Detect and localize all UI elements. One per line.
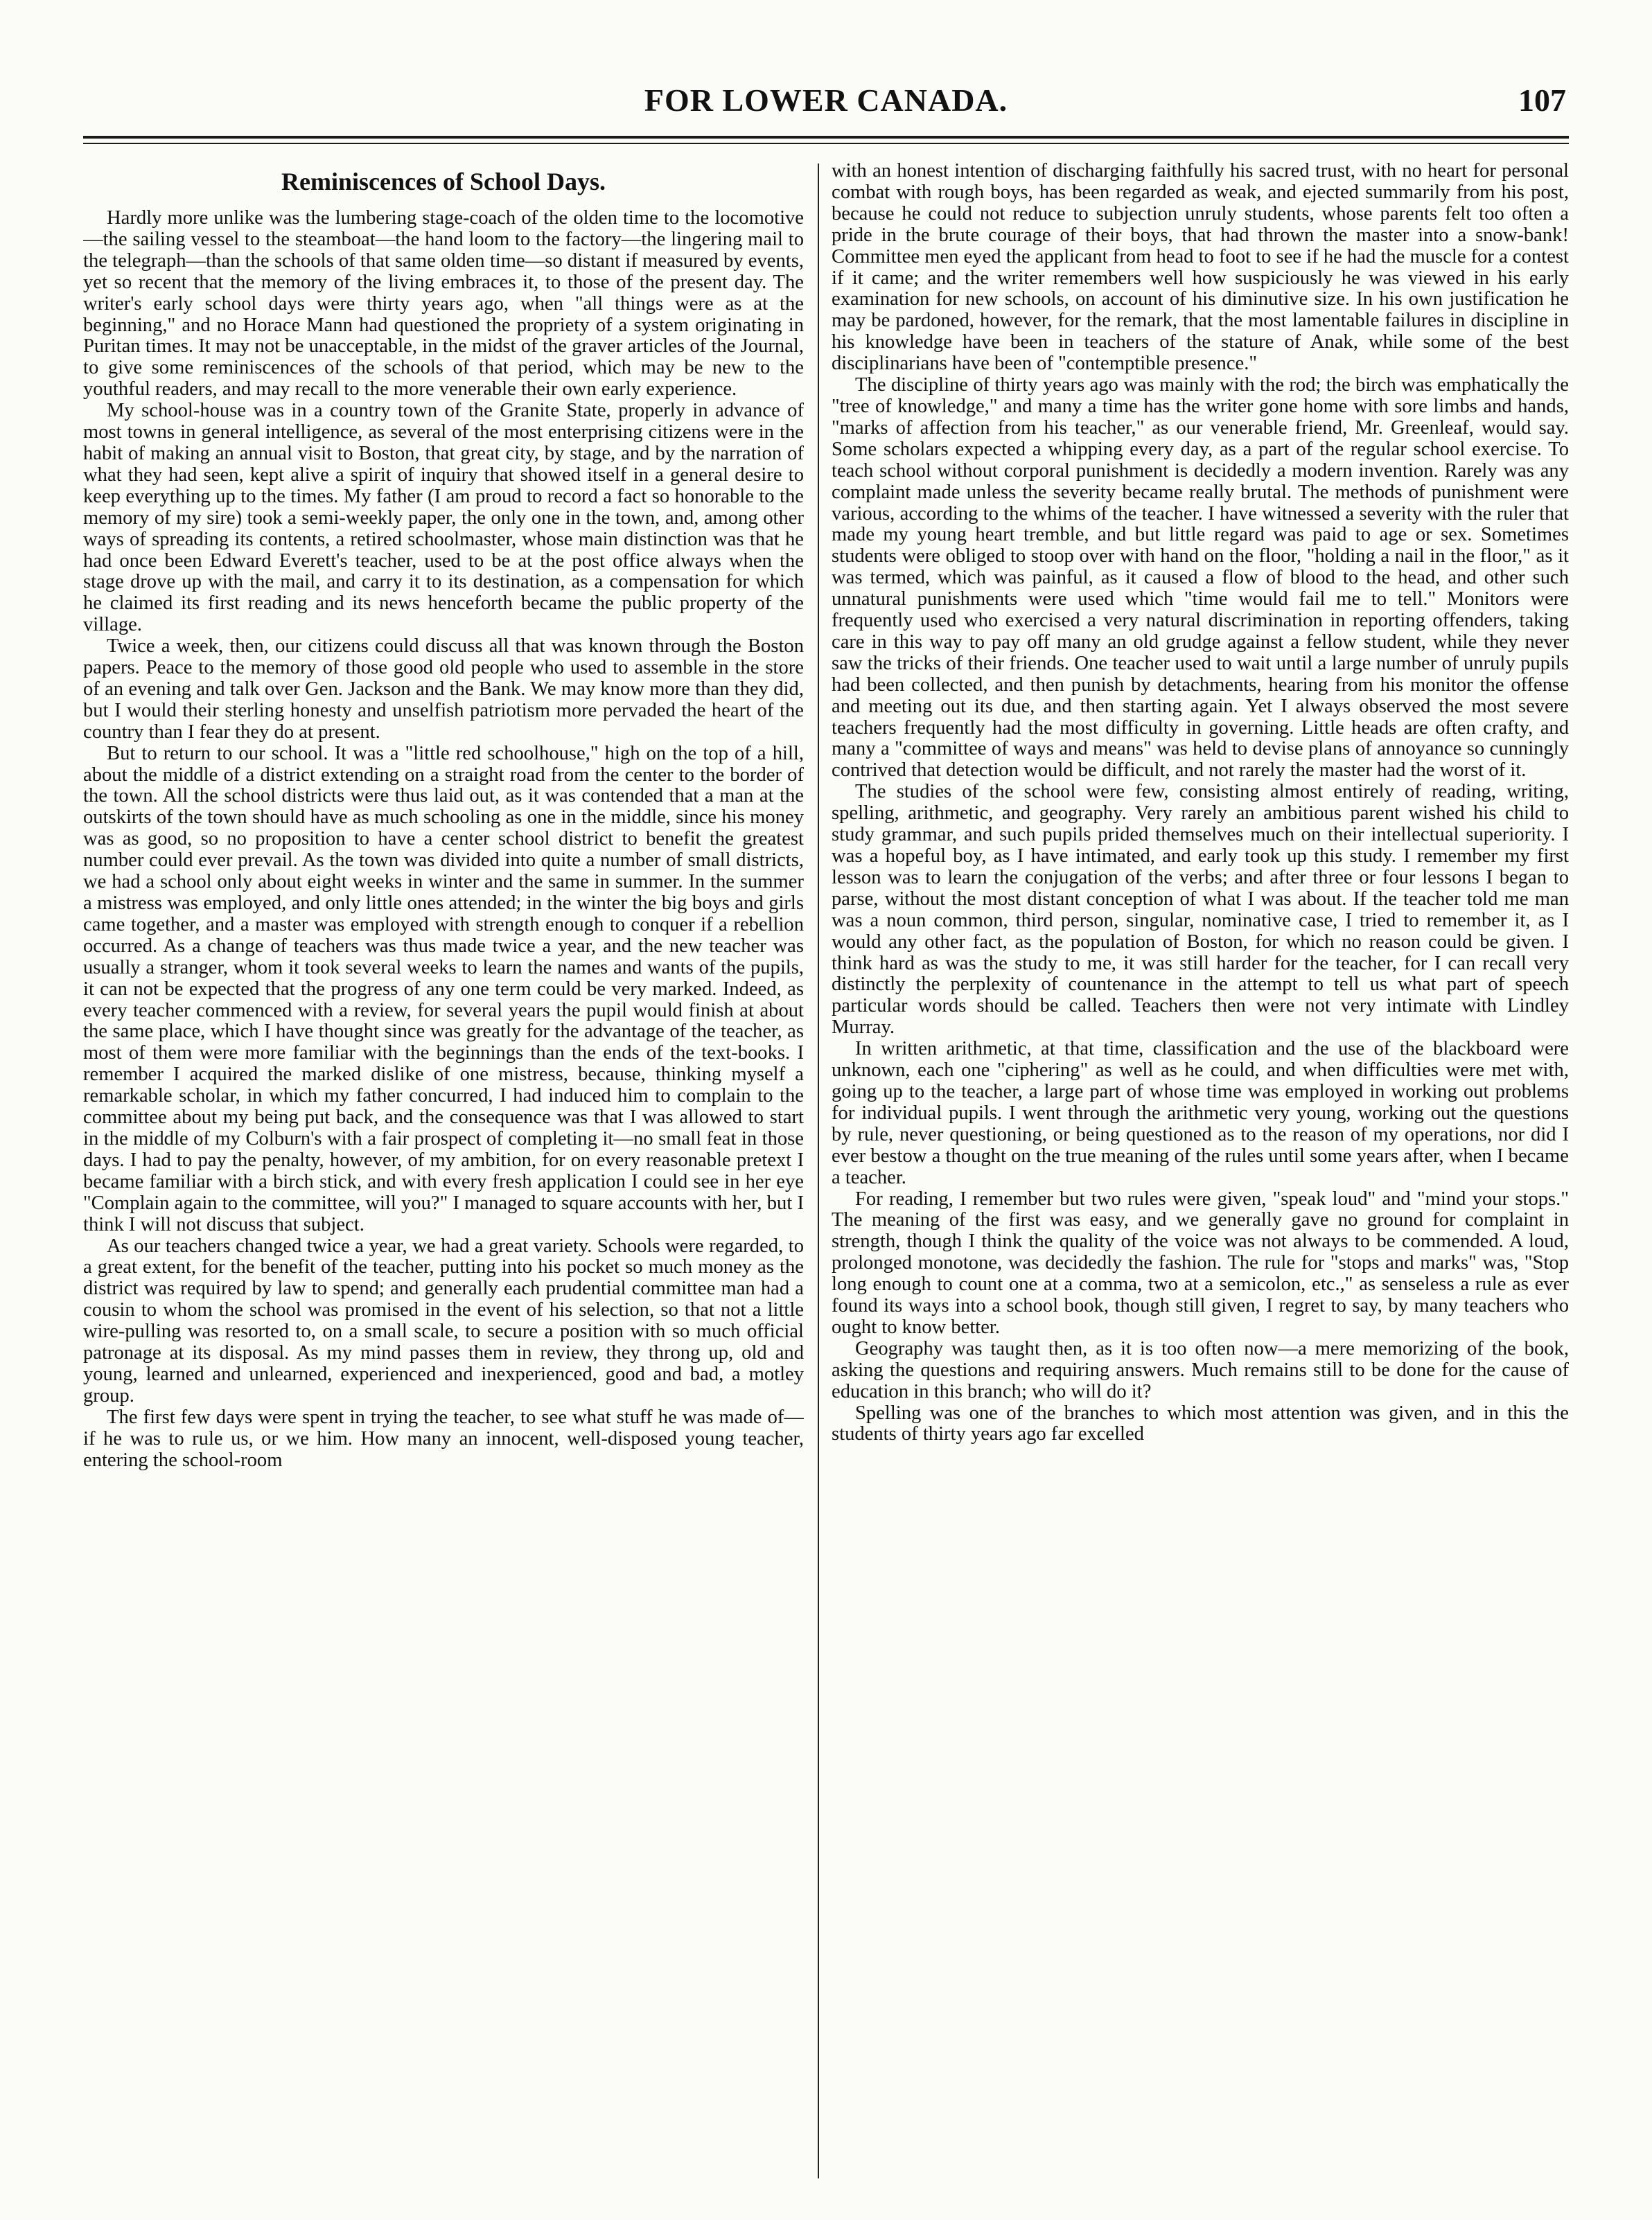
paragraph: In written arithmetic, at that time, classification and the use of the blackboard were unknown, each one "ciphering" as well as he could, and when difficulties were met with, going up to the teacher, a large part of whose time was employed in working out problems for individual pupils. I went through the arithmetic very young, working out the questions by rule, never questioning, or being questioned as to the reason of my operations, nor did I ever bestow a thought on the true meaning of the rules until some years after, when I became a teacher.: [832, 1038, 1569, 1188]
paragraph: My school-house was in a country town of the Granite State, properly in advance of most towns in general intelligence, as several of the most enterprising citizens were in the habit of making an annual visit to Boston, that great city, by stage, and by the narration of what they had seen, kept alive a spirit of inquiry that showed itself in a general desire to keep everything up to the times. My father (I am proud to record a fact so honorable to the memory of my sire) took a semi-weekly paper, the only one in the town, and, among other ways of spreading its contents, a retired schoolmaster, whose main distinction was that he had once been Edward Everett's teacher, used to be at the post office always when the stage drove up with the mail, and carry it to its destination, as a compensation for which he claimed its first reading and its news henceforth became the public property of the village.: [83, 400, 804, 636]
paragraph: Twice a week, then, our citizens could discuss all that was known through the Boston papers. Peace to the memory of those good old people who used to assemble in the store of an evening and talk over Gen. Jackson and the Bank. We may know more than they did, but I would their sterling honesty and unselfish patriotism more pervaded the heart of the country than I fear they do at present.: [83, 635, 804, 743]
paragraph: The first few days were spent in trying the teacher, to see what stuff he was made of—if he was to rule us, or we him. How many an innocent, well-disposed young teacher, entering the school-room: [83, 1406, 804, 1471]
header-rule-thin: [83, 143, 1569, 144]
page-number: 107: [1518, 82, 1566, 118]
left-column: [83, 161, 804, 2192]
running-head: [83, 82, 1569, 130]
paragraph: Geography was taught then, as it is too often now—a mere memorizing of the book, asking the questions and requiring answers. Much remains still to be done for the cause of education in this branch; who will do it?: [832, 1337, 1569, 1402]
running-title: FOR LOWER CANADA.: [644, 82, 1008, 118]
paragraph-continued: with an honest intention of discharging faithfully his sacred trust, with no heart for personal combat with rough boys, has been regarded as weak, and ejected summarily from his post, because he could not reduce to subjection unruly students, whose parents felt too often a pride in the brute courage of their boys, that had thrown the master into a snow-bank! Committee men eyed the applicant from head to foot to see if he had the muscle for a contest if it came; and the writer remembers well how suspiciously he was viewed in his early examination for new schools, on account of his diminutive size. In his own justification he may be pardoned, however, for the remark, that the most lamentable failures in discipline in his knowledge have been in teachers of the stature of Anak, while some of the best disciplinarians have been of "contemptible presence.": [832, 161, 1569, 375]
paragraph: As our teachers changed twice a year, we had a great variety. Schools were regarded, to a great extent, for the benefit of the teacher, putting into his pocket so much money as the district was required by law to spend; and generally each prudential committee man had a cousin to whom the school was promised in the event of his selection, so that not a little wire-pulling was resorted to, on a small scale, to secure a position with so much official patronage at its disposal. As my mind passes them in review, they throng up, old and young, learned and unlearned, experienced and inexperienced, good and bad, a motley group.: [83, 1235, 804, 1407]
paragraph: Hardly more unlike was the lumbering stage-coach of the olden time to the locomotive—the sailing vessel to the steamboat—the hand loom to the factory—the lingering mail to the telegraph—than the schools of that same olden time—so distant if measured by events, yet so recent that the memory of the living embraces it, to those of the present day. The writer's early school days were thirty years ago, when "all things were as at the beginning," and no Horace Mann had questioned the propriety of a system originating in Puritan times. It may not be unacceptable, in the midst of the graver articles of the Journal, to give some reminiscences of the schools of that period, which may be new to the youthful readers, and may recall to the more venerable their own early experience.: [83, 207, 804, 400]
right-column: [832, 161, 1569, 2192]
paragraph: For reading, I remember but two rules were given, "speak loud" and "mind your stops." The meaning of the first was easy, and we generally gave no ground for complaint in strength, though I think the quality of the voice was not always to be commended. A loud, prolonged monotone, was decidedly the fashion. The rule for "stops and marks" was, "Stop long enough to count one at a comma, two at a semicolon, etc.," as senseless a rule as ever found its ways into a school book, though still given, I regret to say, by many teachers who ought to know better.: [832, 1188, 1569, 1338]
header-rule: [83, 136, 1569, 139]
paragraph: The studies of the school were few, consisting almost entirely of reading, writing, spelling, arithmetic, and geography. Very rarely an ambitious parent wished his child to study grammar, and such pupils prided themselves much on their intellectual superiority. I was a hopeful boy, as I have intimated, and early took up this study. I remember my first lesson was to learn the conjugation of the verbs; and after three or four lessons I began to parse, without the most distant conception of what I was about. If the teacher told me man was a noun common, third person, singular, nominative case, I tried to remember it, as I would any other fact, as the population of Boston, for which no reason could be given. I think hard as was the study to me, it was still harder for the teacher, for I can recall very distinctly the perplexity of countenance in the attempt to tell us what part of speech particular words should be called. Teachers then were not very intimate with Lindley Murray.: [832, 781, 1569, 1039]
paragraph: The discipline of thirty years ago was mainly with the rod; the birch was emphatically the "tree of knowledge," and many a time has the writer gone home with sore limbs and hands, "marks of affection from his teacher," as our venerable friend, Mr. Greenleaf, would say. Some scholars expected a whipping every day, as a part of the regular school exercise. To teach school without corporal punishment is decidedly a modern invention. Rarely was any complaint made unless the severity became really brutal. The methods of punishment were various, according to the whims of the teacher. I have witnessed a severity with the ruler that made my young heart tremble, and but little regard was paid to age or sex. Sometimes students were obliged to stoop over with hand on the floor, "holding a nail in the floor," as it was termed, which was painful, as it caused a flow of blood to the head, and other such unnatural punishments were used which "time would fail me to tell." Monitors were frequently used who exercised a very natural discrimination in reporting offenders, taking care in this way to pay off many an old grudge against a fellow student, while they never saw the tricks of their friends. One teacher used to wait until a large number of unruly pupils had been collected, and then punish by detachments, hearing from his monitor the offense and meeting out its due, and then starting again. Yet I always observed the most severe teachers frequently had the most difficulty in governing. Little heads are often crafty, and many a "committee of ways and means" was held to devise plans of annoyance so cunningly contrived that detection would be difficult, and not rarely the master had the worst of it.: [832, 374, 1569, 782]
paragraph: Spelling was one of the branches to which most attention was given, and in this the students of thirty years ago far excelled: [832, 1402, 1569, 1445]
column-divider: [818, 164, 819, 2178]
paragraph: But to return to our school. It was a "little red schoolhouse," high on the top of a hill, about the middle of a district extending on a straight road from the center to the border of the town. All the school districts were thus laid out, as it was contended that a man at the outskirts of the town should have as much schooling as one in the middle, since his money was as good, so no proposition to have a center school district to benefit the greatest number could ever prevail. As the town was divided into quite a number of small districts, we had a school only about eight weeks in winter and the same in summer. In the summer a mistress was employed, and only little ones attended; in the winter the big boys and girls came together, and a master was employed with strength enough to conquer if a rebellion occurred. As a change of teachers was thus made twice a year, and the new teacher was usually a stranger, whom it took several weeks to learn the names and wants of the pupils, it can not be expected that the progress of any one term could be very marked. Indeed, as every teacher commenced with a review, for several years the pupil would finish at about the same place, which I have thought since was greatly for the advantage of the teacher, as most of them were more familiar with the beginnings than the ends of the text-books. I remember I acquired the marked dislike of one mistress, because, thinking myself a remarkable scholar, in which my father concurred, I had induced him to complain to the committee about my being put back, and the consequence was that I was allowed to start in the middle of my Colburn's with a fair prospect of completing it—no small feat in those days. I had to pay the penalty, however, of my ambition, for on every reasonable pretext I became familiar with a birch stick, and with every fresh application I could see in her eye "Complain again to the committee, will you?" I managed to square accounts with her, but I think I will not discuss that subject.: [83, 742, 804, 1235]
article-title: Reminiscences of School Days.: [281, 168, 606, 195]
